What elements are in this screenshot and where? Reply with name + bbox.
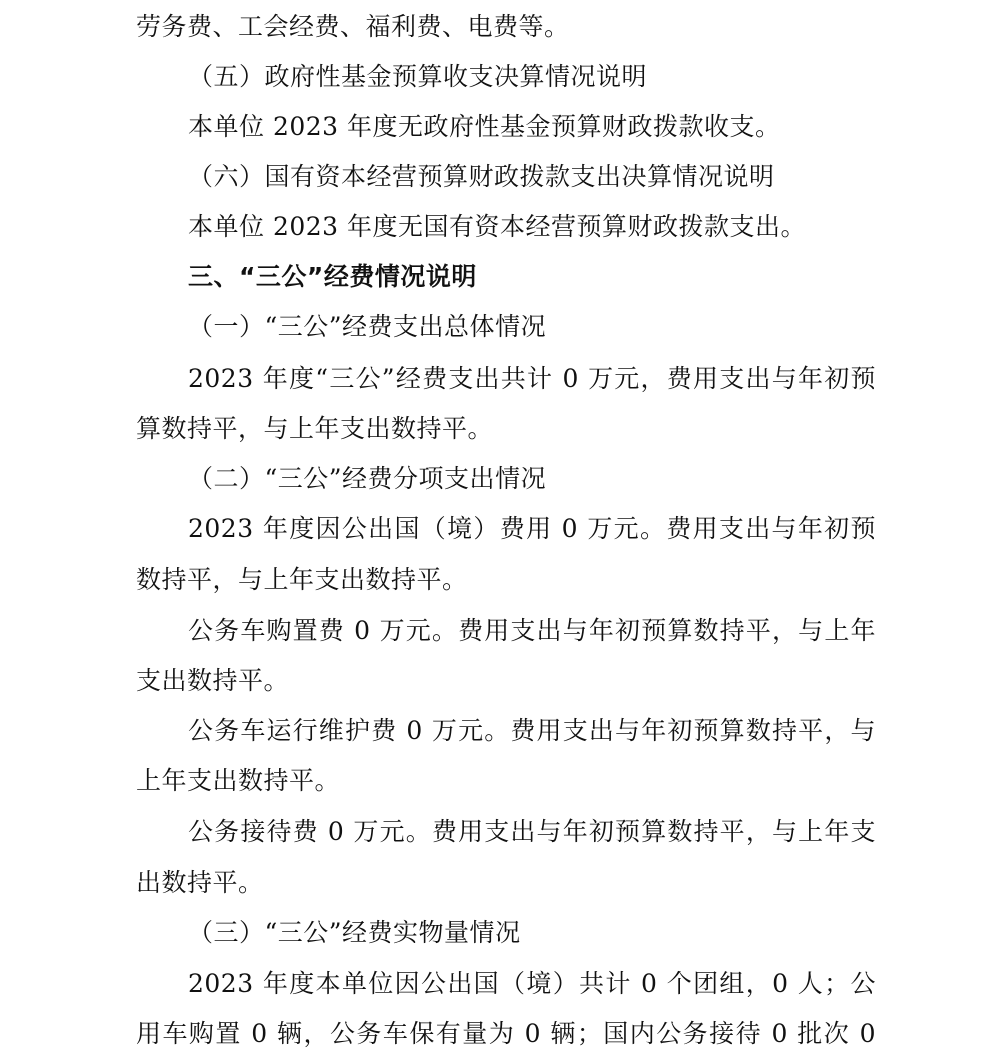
section-heading-one: （一）“三公”经费支出总体情况 [188, 312, 547, 341]
paragraph-line: 上年支出数持平。 [136, 766, 341, 795]
paragraph-line: 本单位 2023 年度无政府性基金预算财政拨款收支。 [188, 112, 781, 141]
paragraph-line: 2023 年度“三公”经费支出共计 0 万元，费用支出与年初预 [188, 364, 876, 393]
section-heading-three: （三）“三公”经费实物量情况 [188, 918, 521, 947]
paragraph-line: 2023 年度因公出国（境）费用 0 万元。费用支出与年初预 [188, 514, 876, 543]
paragraph-line: 公务接待费 0 万元。费用支出与年初预算数持平，与上年支 [188, 817, 876, 846]
paragraph-line: 算数持平，与上年支出数持平。 [136, 414, 494, 443]
paragraph-line: 支出数持平。 [136, 666, 290, 695]
paragraph-line: 2023 年度本单位因公出国（境）共计 0 个团组，0 人；公 [188, 969, 876, 998]
section-heading-six: （六）国有资本经营预算财政拨款支出决算情况说明 [188, 162, 775, 191]
paragraph-line: 本单位 2023 年度无国有资本经营预算财政拨款支出。 [188, 212, 807, 241]
paragraph-line: 公务车购置费 0 万元。费用支出与年初预算数持平，与上年 [188, 616, 876, 645]
paragraph-line: 劳务费、工会经费、福利费、电费等。 [136, 12, 570, 41]
section-heading-five: （五）政府性基金预算收支决算情况说明 [188, 62, 648, 91]
paragraph-line: 出数持平。 [136, 868, 264, 897]
paragraph-line: 公务车运行维护费 0 万元。费用支出与年初预算数持平，与 [188, 716, 876, 745]
section-heading-two: （二）“三公”经费分项支出情况 [188, 464, 547, 493]
chapter-heading-three: 三、“三公”经费情况说明 [188, 262, 477, 291]
paragraph-line: 数持平，与上年支出数持平。 [136, 565, 468, 594]
paragraph-line: 用车购置 0 辆，公务车保有量为 0 辆；国内公务接待 0 批次 0 [136, 1019, 876, 1048]
